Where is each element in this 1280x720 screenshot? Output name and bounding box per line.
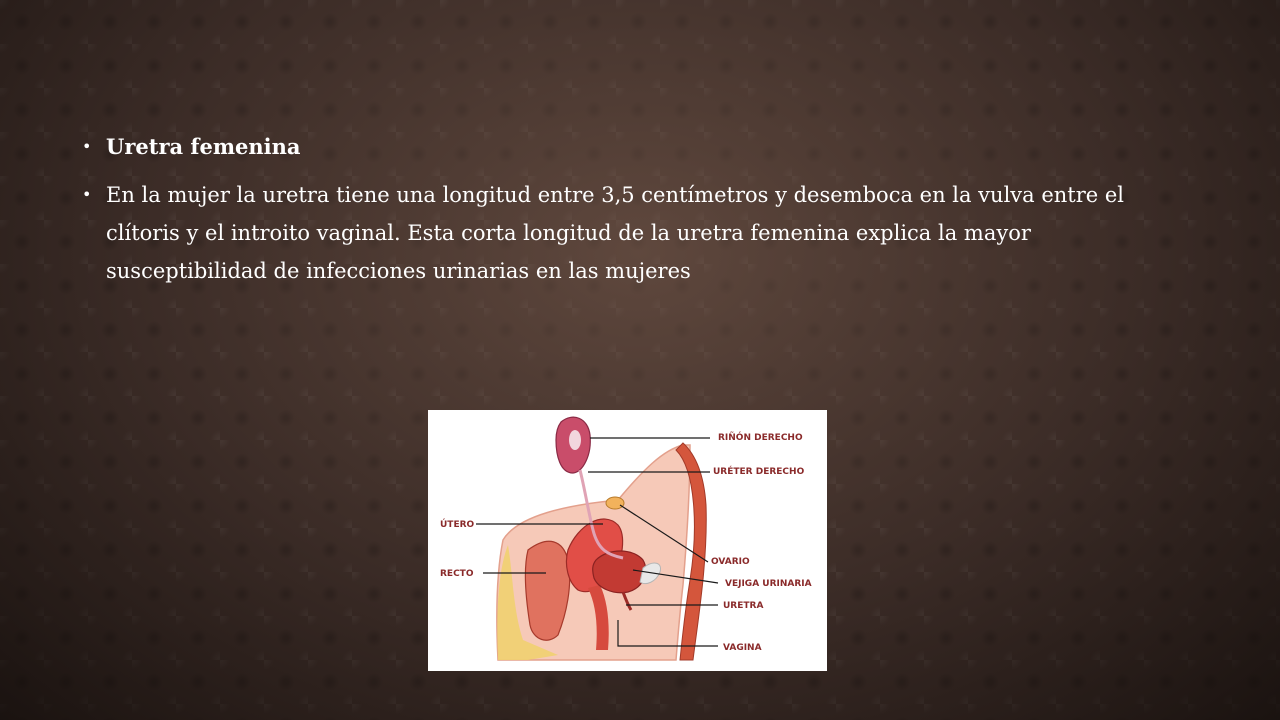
bullet-list (80, 128, 1180, 300)
bullet-item-title (80, 128, 1180, 166)
bullet-text: Uretra femenina (106, 134, 301, 159)
anatomy-figure (428, 410, 827, 671)
kidney-pelvis (569, 430, 581, 450)
bullet-text: En la mujer la uretra tiene una longitud entre 3,5 centímetros y desemboca en la vulva entre el clítoris y el introito vaginal. Esta corta longitud de la uretra femenina explica la mayor susceptibilidad de infecciones urinarias en las mujeres (106, 183, 1125, 283)
label-vejiga-urinaria: VEJIGA URINARIA (725, 579, 812, 589)
label-uretra: URETRA (723, 601, 764, 611)
label-ovario: OVARIO (711, 557, 750, 567)
ovary-shape (606, 497, 624, 509)
label-rinon-derecho: RIÑÓN DERECHO (718, 433, 803, 443)
label-utero: ÚTERO (440, 520, 475, 530)
label-recto: RECTO (440, 569, 474, 579)
bullet-dot-icon: • (82, 137, 92, 156)
bullet-item-body (80, 176, 1180, 290)
label-ureter-derecho: URÉTER DERECHO (713, 467, 805, 477)
anatomy-diagram (428, 410, 827, 671)
label-vagina: VAGINA (723, 643, 762, 653)
bullet-dot-icon: • (82, 185, 92, 204)
